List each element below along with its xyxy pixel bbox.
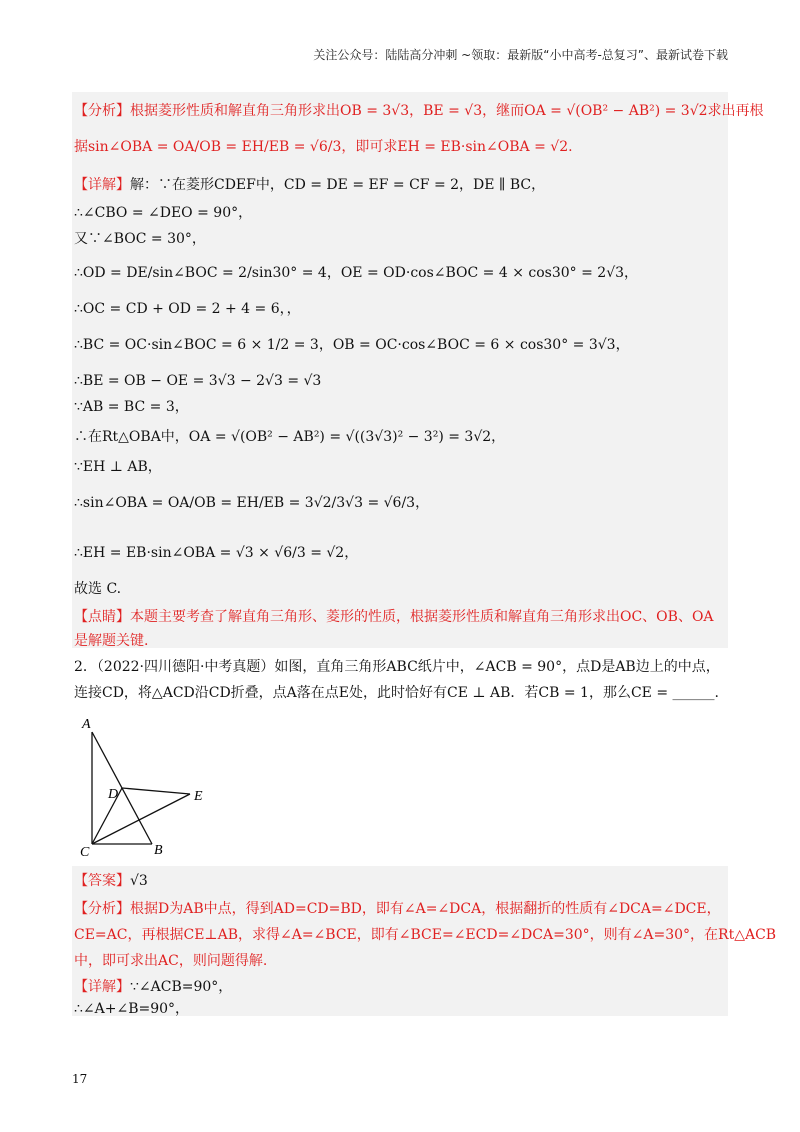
comment-line-1 [74,608,714,626]
detail2-tag: 【详解】 [74,979,130,995]
analysis-text-1: 根据菱形性质和解直角三角形求出OB = 3√3，BE = √3，继而OA = √(OB² − AB²) = 3√2求出再根 [130,103,764,119]
detail-line-9: ∴在Rt△OBA中，OA = √(OB² − AB²) = √((3√3)² − 3²) = 3√2， [74,429,506,445]
detail2-text-1: ∵∠ACB=90°， [130,979,233,995]
analysis2-tag: 【分析】 [74,901,130,917]
segment-ce [92,794,190,844]
answer-value: √3 [130,873,148,889]
problem-2-line-1: 2．（2022·四川德阳·中考真题）如图，直角三角形ABC纸片中，∠ACB = 90°，点D是AB边上的中点， [74,659,720,675]
detail-line-2: ∴∠CBO = ∠DEO = 90°， [74,205,253,221]
detail-line-4: ∴OD = DE/sin∠BOC = 2/sin30° = 4，OE = OD·cos∠BOC = 4 × cos30° = 2√3， [74,265,639,281]
label-e: E [194,789,203,804]
analysis2-line-3: 中，即可求出AC，则问题得解. [74,953,268,969]
analysis2-line-2: CE=AC，再根据CE⊥AB，求得∠A=∠BCE，即有∠BCE=∠ECD=∠DCA=30°，则有∠A=30°，在Rt△ACB [74,927,777,943]
detail-line-6: ∴BC = OC·sin∠BOC = 6 × 1/2 = 3，OB = OC·cos∠BOC = 6 × cos30° = 3√3， [74,337,630,353]
detail2-line-1 [74,978,232,996]
detail-line-1 [74,176,545,194]
analysis2-text-1: 根据D为AB中点，得到AD=CD=BD，即有∠A=∠DCA，根据翻折的性质有∠DCA=∠DCE， [130,901,721,917]
analysis-line-2: 据sin∠OBA = OA/OB = EH/EB = √6/3，即可求EH = EB·sin∠OBA = √2. [74,139,573,155]
detail-line-12: ∴EH = EB·sin∠OBA = √3 × √6/3 = √2， [74,545,359,561]
comment-text-1: 本题主要考查了解直角三角形、菱形的性质，根据菱形性质和解直角三角形求出OC、OB、OA [130,609,714,625]
detail-line-13: 故选 C. [74,581,122,597]
label-b: B [154,843,163,858]
analysis-line-1 [74,102,764,120]
answer-line [74,872,148,890]
answer-tag: 【答案】 [74,873,130,889]
detail-tag: 【详解】 [74,177,130,193]
detail-line-8: ∵AB = BC = 3， [74,399,189,415]
problem-2-line-2: 连接CD，将△ACD沿CD折叠，点A落在点E处，此时恰好有CE ⊥ AB．若CB = 1，那么CE = ______. [74,685,719,701]
comment-tag: 【点睛】 [74,609,130,625]
label-a: A [82,717,91,732]
detail-line-10: ∵EH ⊥ AB， [74,459,162,475]
detail-line-5: ∴OC = CD + OD = 2 + 4 = 6，， [74,301,301,317]
detail2-line-2: ∴∠A+∠B=90°， [74,1001,190,1017]
detail-text-1: 解：∵在菱形CDEF中，CD = DE = EF = CF = 2，DE ∥ BC， [130,177,546,193]
label-c: C [80,845,90,860]
detail-line-3: 又∵∠BOC = 30°， [74,231,206,247]
triangle-figure [72,712,222,862]
segment-de [122,788,190,794]
analysis2-line-1 [74,900,721,918]
detail-line-11: ∴sin∠OBA = OA/OB = EH/EB = 3√2/3√3 = √6/3， [74,495,430,511]
page-header: 关注公众号：陆陆高分冲刺 ~领取：最新版“小中高考-总复习”、最新试卷下载 [313,48,728,62]
comment-line-2: 是解题关键. [74,633,149,649]
analysis-tag: 【分析】 [74,103,130,119]
page-number: 17 [72,1072,88,1086]
detail-line-7: ∴BE = OB − OE = 3√3 − 2√3 = √3 [74,373,322,389]
label-d: D [108,787,119,802]
